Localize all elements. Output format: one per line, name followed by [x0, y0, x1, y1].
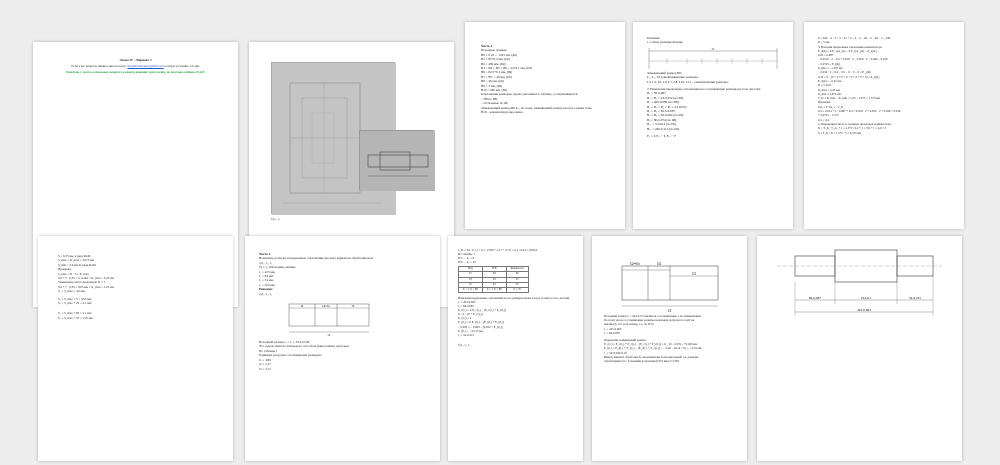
- text-line: S_min = 3,6 мм из ряда Ra40.: [58, 262, 97, 267]
- page-8: [448, 236, 583, 461]
- text-line: Определим замыкающий размер:: [604, 338, 647, 343]
- table-cell: Σ = 1, Σ = 86: [482, 287, 506, 292]
- page-10: [757, 236, 962, 461]
- dim-a: 84-0,087: [808, 296, 822, 300]
- text-line: Вывод: вариант обработки б) экономически более выгодный, т.к. размеры: [604, 354, 699, 359]
- text-line: B10 – компенсирующее звено.: [481, 110, 524, 115]
- text-line: K_min = 3,675 мм: [818, 91, 841, 96]
- dim-b: 224-0,1: [860, 296, 872, 300]
- page-3: [465, 22, 625, 229]
- page-4: [633, 22, 793, 229]
- text-line: IT6 → k₁ = 10: [458, 260, 476, 265]
- text-line: Замыкающий размер B0,0–, поэтому, заменяющий размер которого равен 0 мм.: [481, 105, 593, 110]
- text-line: S₁ = S_max + S = 3,95 мм;: [58, 296, 92, 301]
- text-line: B₃ = 400-0,089 (по H8),: [647, 100, 680, 105]
- table-cell: 23: [482, 277, 506, 282]
- text-line: Назначить допуски и предельные отклонения для двух вариантов обработки вала: [259, 256, 374, 261]
- table-row: [459, 282, 529, 287]
- text-line: По таблице 1: [458, 252, 475, 257]
- text-line: S_max = K_max = 3,675 мм: [58, 258, 94, 263]
- text-line: l₃ = 54-0,215: [458, 332, 474, 337]
- text-line: l₁ = 425-0,063: [604, 326, 622, 331]
- text-line: B10 = 240 мм, (h9): [481, 88, 508, 93]
- text-line: B₄ = B₅ = B₆ = B₇ = 24-0,052,: [647, 104, 688, 109]
- text-line: + 0,0725 − 1,575: [818, 113, 839, 118]
- note-green: Отвечаю 1 лист в остальных вопросах и отвечу решение через почту, не получаю подарок 20 руб.: [66, 69, 205, 74]
- contact-text: Если у вас вопросы пишите мне на почту: studenta.helpme@gmail.com я отвечу в течение 1-2 дня.: [71, 64, 200, 69]
- table-cell: 27: [459, 282, 483, 287]
- text-line: T_K = K_max − K_min = 5,25 − 3,675 = 1,575 мм: [818, 96, 880, 101]
- text-line: 1. Схема размерной цепи:: [647, 40, 684, 45]
- text-line: 0,25 = 0 − (0 + 0 + 0 + 0 + 0 + 0 + 0 + 0) = E_s(K): [818, 74, 880, 79]
- text-line: – H8 по H8;: [481, 96, 498, 101]
- text-line: Исходные данные:: [481, 48, 508, 53]
- text-line: E_i(l₃) = Σ E_i(l₁) − [E_i(l₂) + E_i(l₄)]: [458, 320, 505, 325]
- text-line: Исходный размер l₄ = l₁ = 354-0,230,: [259, 340, 310, 345]
- text-line: По таблице 1: [259, 348, 278, 353]
- text-line: B0 = 0,25 … 0,65 мм, (k6): [481, 52, 517, 57]
- text-line: a_m = TΔ / Σ i_i = 0,1 / (3,89 + 2,17 + 2,17) = 0,1 / 8,23 = 0,0012: [458, 248, 538, 252]
- text-line: B₉ = 80-0,074 (по h8),: [647, 117, 678, 122]
- text-line: − 0,0725 = E_i(K): [818, 61, 841, 66]
- text-line: E_c(l₁) = E_c(l₃) + E_c(l₂) − [E_c(l₁) + E_i(l₄)] = 0 − (0 − 0,03) = +0,045 мм: [604, 342, 697, 347]
- text-line: Проверка:: [818, 100, 831, 105]
- text-line: S = 0,35 мм, в ряда Ra40;: [58, 254, 91, 258]
- text-line: Решение:: [647, 36, 661, 40]
- text-line: а) l₁, l₂, l₃: [259, 291, 272, 296]
- text-line: − 0,0516 · 2 − 0,4 + 0,018 · 2 − 0,059 · 2 − 0,046 − 0,018: [818, 57, 888, 62]
- table-cell: 23: [482, 282, 506, 287]
- dim-l1: l1: [327, 333, 331, 338]
- page-6: [38, 236, 233, 461]
- text-line: 3. Находим предельные отклонения компенсатора: [818, 44, 882, 49]
- text-line: TA₀ = Σ TA_i − T_K: [818, 104, 844, 109]
- text-line: S₄ = S_max + 7S = 5,25 мм.: [58, 315, 94, 320]
- text-line: обрабатываются с большими допусками (IT10 вместо IT8).: [604, 359, 680, 364]
- text-line: E_c(l₃) = Σ E_c(l₁) − [E_c(l₂) + E_c(l₄)]: [458, 308, 507, 313]
- shaft-dimension-diagram: [259, 296, 426, 340]
- text-line: E_s(K) = Σ E_s(A_ув) − Σ E_i(A_ум) − E_s(A₀): [818, 48, 878, 53]
- text-line: 0,65 = 0,087: [818, 53, 834, 58]
- text-line: 2. Назначаем предельные отклонения на составляющие размеры (в тело детали):: [647, 87, 761, 92]
- text-line: L3, L4, L5, L6, L7, L8, L10, L11 – уменьшающие размеры;: [647, 79, 729, 84]
- text-line: B3 = B4 = B5 = B6 = 24+0,1 мм, (h9): [481, 66, 532, 71]
- text-line: – Остальные по h8.: [481, 101, 509, 106]
- text-line: K_max = 5,25 мм: [818, 87, 840, 92]
- dim-d: 425-0,063: [857, 308, 871, 312]
- text-line: i1 = 3,89: [259, 357, 271, 362]
- text-line: б) l₁, l₂, l₃: [458, 342, 470, 347]
- text-line: а) l₁, l₂, l₃: [259, 260, 272, 265]
- text-line: − 0,085 = − 0,063 − [0,022 + E_i(l₃)]: [458, 324, 503, 329]
- text-line: Уменьшаем число прокладок: N = 7.: [58, 280, 106, 285]
- table-row: [459, 287, 529, 292]
- text-line: l₂ = 84-0,087: [604, 330, 620, 335]
- shaft-drawing: [757, 236, 962, 461]
- table-cell: 40: [482, 272, 506, 277]
- text-line: l₁ = 54+0,045-0,19: [604, 350, 627, 355]
- text-line: L₁, L₂, L9 (увеличивающие размеры;: [647, 75, 699, 80]
- text-line: E₀ = Σ E₁ₑ − Σ E₂ₑ − F: [647, 134, 677, 139]
- text-line: B2 = 400 мм, (h9): [481, 61, 506, 66]
- text-line: S₁ = S_max = 3,6 мм;: [58, 289, 86, 294]
- text-line: N = T_K / T_A₀ + 1 = 1,575 / 0,4 + 1 = 3,9 + 1 = 4,9 ≈ 5: [818, 126, 887, 131]
- text-line: Проверка:: [58, 267, 72, 272]
- text-line: l₂ = 84-0,087: [458, 304, 474, 309]
- text-line: K = 5-0,25: [818, 83, 832, 88]
- page3-text: [481, 44, 609, 115]
- table-cell: 23: [506, 277, 528, 282]
- dim-l3: l3: [692, 271, 696, 276]
- text-line: B8 = 40 мм, (h9): [481, 79, 504, 84]
- text-line: Отклонения размеров, кроме указанных в таблице, устанавливаются:: [481, 92, 579, 97]
- text-line: 0,4 = 0,014 + 2 · 0,087 + 0,4 + 0,018 · 2 + 0,059 · 2 + 0,046 + 0,018: [818, 109, 901, 114]
- table-cell: 40: [506, 272, 528, 277]
- text-line: квалитету, что и на размер, т.е. по IT10: [604, 322, 654, 327]
- table-cell: Σ = 1, Σ = 80: [459, 287, 483, 292]
- page-9: [592, 236, 747, 461]
- text-line: l₄ = 224 мм.: [259, 282, 276, 287]
- text-line: б) l₁, l₂ (Исходные данные: [259, 265, 296, 270]
- table-cell: Σ = 70: [506, 287, 528, 292]
- text-line: S_max = N · S ≥ K_max: [58, 271, 89, 276]
- table-row: [459, 272, 529, 277]
- page-5: [804, 22, 964, 229]
- table-cell: 27: [459, 272, 483, 277]
- text-line: Часть 1: [481, 44, 493, 48]
- table-row: [459, 277, 529, 282]
- text-line: i2 = 2,17: [259, 362, 271, 367]
- text-line: B7 = B7' = 40 мм, (h9): [481, 74, 512, 79]
- text-line: 3,6 + 5 · 0,35 = 5,14 мм > K_max = 5,25 мм: [58, 276, 114, 281]
- text-line: − 0,034 · 2 − 0,4 − 0,5 − 0 − 0 − 0 = E_s(K): [818, 70, 872, 75]
- dim-l1: l1: [668, 308, 672, 313]
- text-line: i3 = 2,17: [259, 366, 271, 371]
- table-cell: 23: [506, 282, 528, 287]
- table-header: B(i): [459, 267, 483, 272]
- tolerance-table: [458, 266, 529, 292]
- text-line: Это задача синтеза. Решаем ее способом равноточных допусков.: [259, 344, 350, 349]
- text-line: Поэтому на все составляющие размеры назначаем допуски по тому же: [604, 318, 695, 323]
- dim-c: 54-0,215: [908, 296, 922, 300]
- text-line: E_i(l₁) = E_i(l₃) + E_i(l₂) − [E_c(l₁) + E_c(l₄)] = − 0,20 − [0,14 + 0] = − 0,19 мм: [604, 346, 702, 351]
- text-line: 3,6 + 7 · 0,35 = 6,05 мм > K_max = 5,25 мм: [58, 284, 114, 289]
- page-title: Экзам IV – Вариант 2: [119, 58, 152, 62]
- table-cell: 23: [459, 277, 483, 282]
- dim-l3: l3: [351, 304, 355, 309]
- text-line: Решение:: [259, 287, 274, 292]
- page-7: [245, 236, 440, 461]
- text-line: l₁ = 425-0,063: [458, 299, 476, 304]
- text-line: E_c(l₃) = 0: [458, 316, 472, 321]
- text-line: B₇ = B₈ = 40-0,062 (по h8),: [647, 113, 684, 118]
- shaft-sketch: [360, 131, 435, 191]
- text-line: 4. Определяем число и толщину прокладок компенсатора: [818, 121, 892, 126]
- text-line: S = T_K / N = 1,575 / 5 = 0,315 мм: [818, 130, 862, 135]
- text-line: E_i(K) = −1,335 мм: [818, 66, 843, 71]
- table-header: ITB: [482, 267, 506, 272]
- text-line: B₁ = 85-0,087: [647, 91, 666, 96]
- text-line: 0 = 0 − [0 + E_c(l₃)]: [458, 312, 483, 317]
- text-line: E_i(l₃) = − 0,215 мм: [458, 328, 483, 333]
- text-line: Исходный размер l₂ = 204-0,215 является составляющим, а не замыкающим.: [604, 314, 702, 318]
- text-line: B₁₀ = 3-0,014 (по h8),: [647, 122, 677, 127]
- text-line: B9 = 3 мм, (h9): [481, 83, 503, 88]
- dim-l4: l4=lo: [322, 304, 330, 309]
- photo-caption: б) l₁, l₂: [271, 217, 281, 221]
- text-line: B₂ = B₅ = 24-0,052 (по h8),: [647, 95, 684, 100]
- text-line: l₃ = 54 мм,: [259, 278, 274, 283]
- text-line: l₂ = 84 мм,: [259, 274, 274, 279]
- text-line: 0 = 320 − 4 · 3 = 3 − 21 + 4 − 4 − 2 − 40 − 2 − 40 − 5 − 240: [818, 36, 891, 40]
- dim-l2: l2: [300, 304, 304, 309]
- email-link[interactable]: studenta.helpme@gmail.com: [127, 64, 164, 69]
- shaft-photo: [359, 130, 434, 190]
- text-line: E_s(K) = −0,25 мм: [818, 78, 842, 83]
- text-line: l₁ = 425 мм,: [259, 269, 276, 274]
- dim-l4: l4: [657, 261, 661, 266]
- table-header: Квалитеты: [506, 267, 528, 272]
- text-line: Единицы допусков составляющих размеров:: [259, 353, 322, 358]
- text-line: B₁₁ = 240-0,115 (по h8).: [647, 126, 680, 131]
- text-line: 0,4 = 0,4: [818, 117, 829, 122]
- text-line: K = 5 мм: [818, 40, 830, 45]
- variant-b-diagram: [604, 250, 735, 314]
- text-line: S₃ = S_max + 6S = 5,1 мм;: [58, 311, 92, 316]
- dim-l2-l0: l2=lo: [630, 261, 640, 266]
- axis-label: l2: [711, 46, 715, 51]
- text-line: IT5 → k₁ = 8: [458, 256, 475, 261]
- text-line: B1 = 85+0,3 мм, (h9): [481, 57, 510, 62]
- text-line: Назначаем предельные отклонения на все размеры кроме зазора (только в тело детали):: [458, 295, 571, 300]
- text-line: B6 = 82,5+0,1 мм, (h9): [481, 70, 513, 75]
- text-line: B₅ = B₆ = 82,5-0,087,: [647, 109, 676, 114]
- table-header-row: [459, 267, 529, 272]
- text-line: S₂ = S_max + 2S = 4,1 мм;: [58, 301, 92, 306]
- text-line: Часть 2: [259, 252, 271, 256]
- dimension-chain-diagram: [647, 45, 779, 71]
- text-line: Замыкающий размер B0;: [647, 70, 682, 75]
